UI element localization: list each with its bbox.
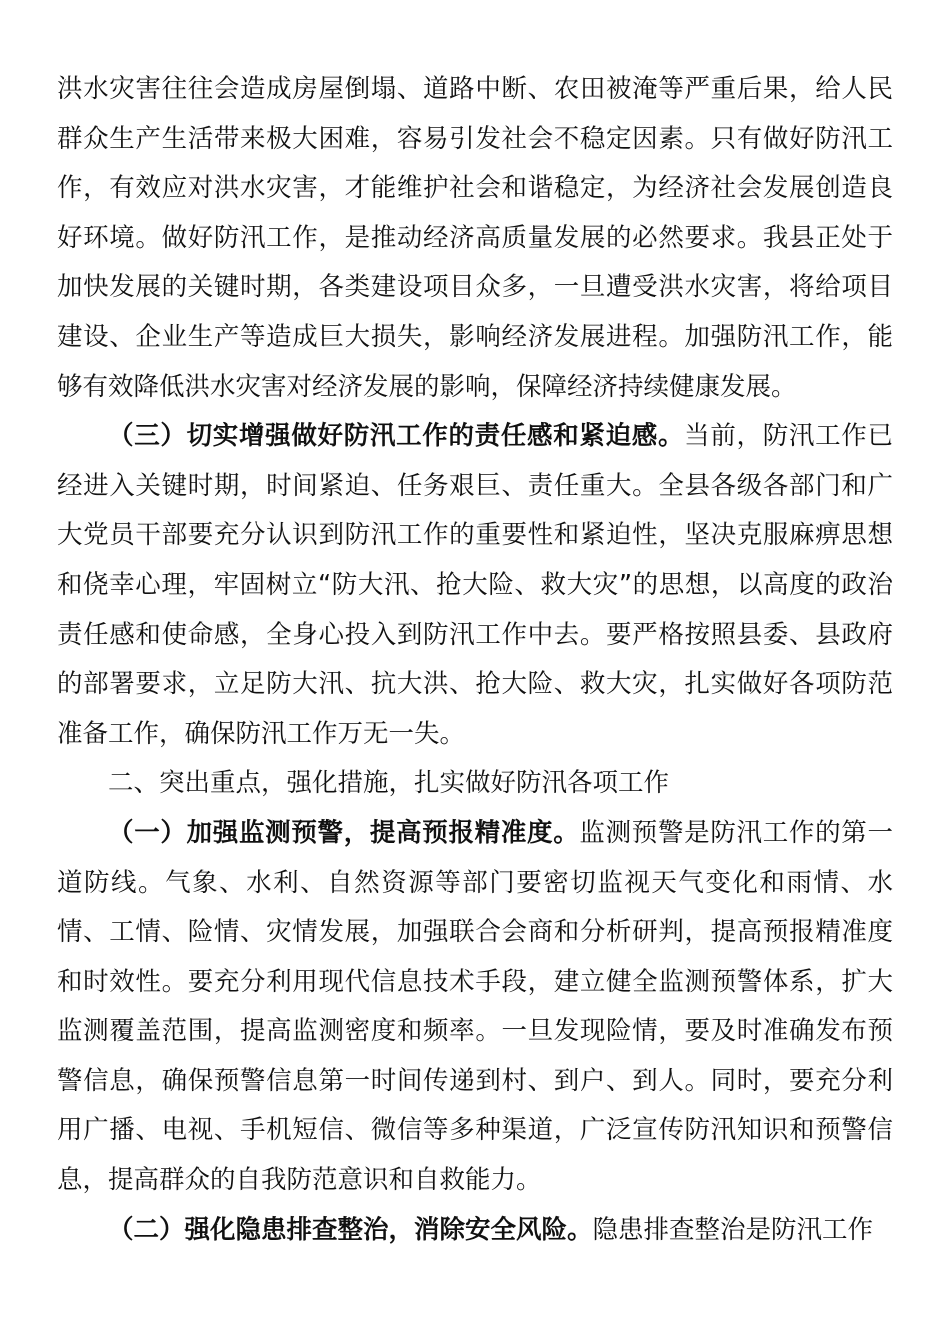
paragraph-monitoring [57,809,893,1206]
section-title: 二、突出重点，强化措施，扎实做好防汛各项工作 [108,768,670,799]
paragraph-consequences [57,65,893,412]
section-heading-two [57,759,893,809]
subheading-two: （二）强化隐患排查整治，消除安全风险。 [108,1214,593,1245]
subheading-three: （三）切实增强做好防汛工作的责任感和紧迫感。 [108,421,685,452]
paragraph-text: 隐患排查整治是防汛工作 [592,1214,874,1245]
paragraph-text: 洪水灾害往往会造成房屋倒塌、道路中断、农田被淹等严重后果，给人民群众生产生活带来极大困难，容易引发社会不稳定因素。只有做好防汛工作，有效应对洪水灾害，才能维护社会和谐稳定，为经济社会发展创造良好环境。做好防汛工作，是推动经济高质量发展的必然要求。我县正处于加快发展的关键时期，各类建设项目众多，一旦遭受洪水灾害，将给项目建设、企业生产等造成巨大损失，影响经济发展进程。加强防汛工作，能够有效降低洪水灾害对经济发展的影响，保障经济持续健康发展。 [57,74,893,402]
paragraph-text: 监测预警是防汛工作的第一道防线。气象、水利、自然资源等部门要密切监视天气变化和雨情、水情、工情、险情、灾情发展，加强联合会商和分析研判，提高预报精准度和时效性。要充分利用现代信息技术手段，建立健全监测预警体系，扩大监测覆盖范围，提高监测密度和频率。一旦发现险情，要及时准确发布预警信息，确保预警信息第一时间传递到村、到户、到人。同时，要充分利用广播、电视、手机短信、微信等多种渠道，广泛宣传防汛知识和预警信息，提高群众的自我防范意识和自救能力。 [57,817,893,1196]
document-body [57,65,893,1255]
paragraph-hazard-check [57,1206,893,1256]
subheading-one: （一）加强监测预警，提高预报精准度。 [108,817,580,848]
paragraph-text: 当前，防汛工作已经进入关键时期，时间紧迫、任务艰巨、责任重大。全县各级各部门和广大党员干部要充分认识到防汛工作的重要性和紧迫性，坚决克服麻痹思想和侥幸心理，牢固树立“防大汛、抢大险、救大灾”的思想，以高度的政治责任感和使命感，全身心投入到防汛工作中去。要严格按照县委、县政府的部署要求，立足防大汛、抗大洪、抢大险、救大灾，扎实做好各项防范准备工作，确保防汛工作万无一失。 [57,421,893,749]
paragraph-responsibility [57,412,893,759]
